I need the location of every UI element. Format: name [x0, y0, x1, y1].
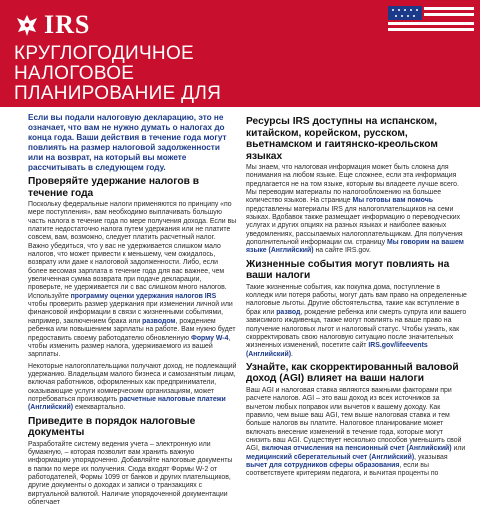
text-span: , указывая	[414, 453, 448, 461]
text-span: Поскольку федеральные налоги применяются по принципу «по мере поступления», вам необходимо выплачивать большую часть налога в течение года по мере получения дохода. Если вы платите недостаточно налога путем удержания или не платите совсем, вам, возможно, следует платить расчетный налог. Важно убедиться, что у вас не удерживается слишком мало налогов, что может привести к меньшему, чем ожидалось, возврату или даже к налоговой задолженности. Либо, если более весомая зарплата в течение года для вас важнее, чем увеличенная сумма возврата при подаче декларации, проверьте, не удерживается ли с вас слишком много налогов. Используйте	[28, 201, 237, 300]
text-span: представлены материалы IRS для налогоплательщиков на семи языках. Вдобавок также размещает информацию о переводческих услугах и других опциях на разных языках и наиболее важных уведомлениях, рассылаемых налогоплательщикам. Для получения дополнительной информации см. страницу	[246, 205, 463, 247]
page-title	[14, 44, 474, 104]
we-can-help-link[interactable]: Мы готовы вам помочь	[352, 197, 433, 205]
text-span: Такие жизненные события, как покупка дома, поступление в колледж или потеря работы, могут дать вам право на определенные налоговые льготы. Другие обстоятельства, такие как вступление в брак или	[246, 283, 467, 316]
eagle-icon	[14, 12, 40, 38]
form-w4-link[interactable]: Форму W-4	[190, 334, 229, 342]
text-span: Некоторые налогоплательщики получают доход, не подлежащий удержанию. Владельцам малого бизнеса и самозанятым лицам, включая работников, оформленных как предприниматели, оказывающие услуги коммерческим организациям, может потребоваться производить	[28, 362, 237, 403]
title-line-1: КРУГЛОГОДИЧНОЕ	[14, 43, 195, 64]
text-span: , если вы соответствуете критериям педагога, и вычитая проценты по	[246, 461, 439, 478]
languages-paragraph	[246, 164, 468, 256]
flag-graphic	[388, 6, 474, 36]
irs-logo[interactable]	[14, 12, 90, 38]
article-body	[0, 113, 480, 506]
text-span: , рождением ребенка или повышением зарплаты на работе. Вам нужно будет предоставить своему работодателю обновленную	[28, 317, 236, 342]
right-column	[246, 113, 468, 480]
divorce-link-2[interactable]: развод	[276, 308, 301, 316]
section-heading-withholding: Проверяйте удержание налогов в течение года	[28, 176, 199, 199]
agi-paragraph	[246, 387, 468, 479]
retirement-account-link[interactable]: включая отчисления на пенсионный счет (Английский)	[261, 445, 452, 453]
health-savings-account-link[interactable]: медицинский сберегательный счет (Английский)	[246, 453, 415, 461]
text-span: , рождение ребенка или смерть супруга или вашего зависимого иждивенца, также могут повлиять на ваше право на получение налоговых льгот и налоговый статус. Чтобы узнать, как скорректировать свою налоговую ситуацию после значительных жизненных изменений, посетите сайт	[246, 308, 467, 350]
withholding-paragraph-2	[28, 363, 237, 413]
text-span: или	[451, 445, 466, 453]
section-heading-languages: Ресурсы IRS доступны на испанском, китайском, корейском, русском, вьетнамском и гаитянско-креольском языках	[246, 116, 438, 162]
text-span: .	[291, 350, 293, 358]
text-span: Ваш AGI и налоговая ставка являются важными факторами при расчете налогов. AGI – это ваш доход из всех источников за вычетом любых поправок или вычетов к вашему доходу. Как правило, чем выше ваш AGI, тем выше налоговая ставка и тем больше налогов вы платите. Налоговое планирование может включать внесение изменений в течение года, которые могут снизить ваш AGI. Существует несколько способов уменьшить свой AGI,	[246, 386, 462, 453]
section-heading-life-events: Жизненные события могут повлиять на ваши налоги	[246, 258, 450, 282]
text-span: , чтобы изменить размер налога, удерживаемого из вашей зарплаты.	[28, 334, 231, 359]
life-events-link[interactable]: IRS.gov/lifeevents (Английский)	[246, 342, 428, 358]
text-span: ежеквартально.	[73, 404, 126, 412]
divorce-link[interactable]: разводом	[142, 317, 176, 325]
text-span: на сайте IRS.gov.	[313, 247, 371, 255]
records-paragraph: Разработайте систему ведения учета – электронную или бумажную, – которая позволит вам хранить важную информацию упорядоченно. Добавляйте налоговые документы в папки по мере их получения. Сюда входят Формы W-2 от работодателей, Формы 1099 от банков и других плательщиков, другие документы о доходах и записи о транзакциях с виртуальной валютой. Наличие упорядоченной документации облегчает	[28, 440, 233, 506]
title-line-3: ПЛАНИРОВАНИЕ ДЛЯ	[14, 83, 222, 104]
text-span: чтобы проверить размер удержания при изменении личной или финансовой информации в связи с жизненными событиями, например, заключением брака или	[28, 301, 233, 325]
withholding-estimator-link[interactable]: программу оценки удержания налогов IRS	[70, 292, 217, 300]
section-heading-records: Приведите в порядок налоговые документы	[28, 415, 196, 439]
header-banner	[0, 0, 480, 107]
intro-paragraph: Если вы подали налоговую декларацию, это не означает, что вам не нужно думать о налогах до конца года. Ваши действия в течение года могут повлиять на размер налоговой задолженности или на возврат, на который вы можете рассчитывать в следующем году.	[28, 113, 227, 172]
text-span: Мы знаем, что налоговая информация может быть сложна для понимания на любом языке. Еще сложнее, если эта информация предлагается не на том языке, которым вы владеете лучше всего. Мы переводим материалы по налогообложению на большее количество языков. На странице	[246, 164, 459, 205]
title-line-2: НАЛОГОВОЕ	[14, 63, 135, 84]
educator-expense-link[interactable]: вычет для сотрудников сферы образования	[246, 461, 400, 469]
we-speak-your-language-link[interactable]: Мы говорим на вашем языке (Английский)	[246, 239, 464, 255]
estimated-tax-link[interactable]: расчетные налоговые платежи (Английский)	[28, 395, 226, 412]
left-column	[28, 113, 237, 506]
life-events-paragraph	[246, 284, 468, 359]
withholding-paragraph-1	[28, 201, 237, 360]
section-heading-agi: Узнайте, как скорректированный валовой доход (AGI) влияет на ваши налоги	[246, 361, 459, 385]
logo-text: IRS	[44, 10, 91, 39]
